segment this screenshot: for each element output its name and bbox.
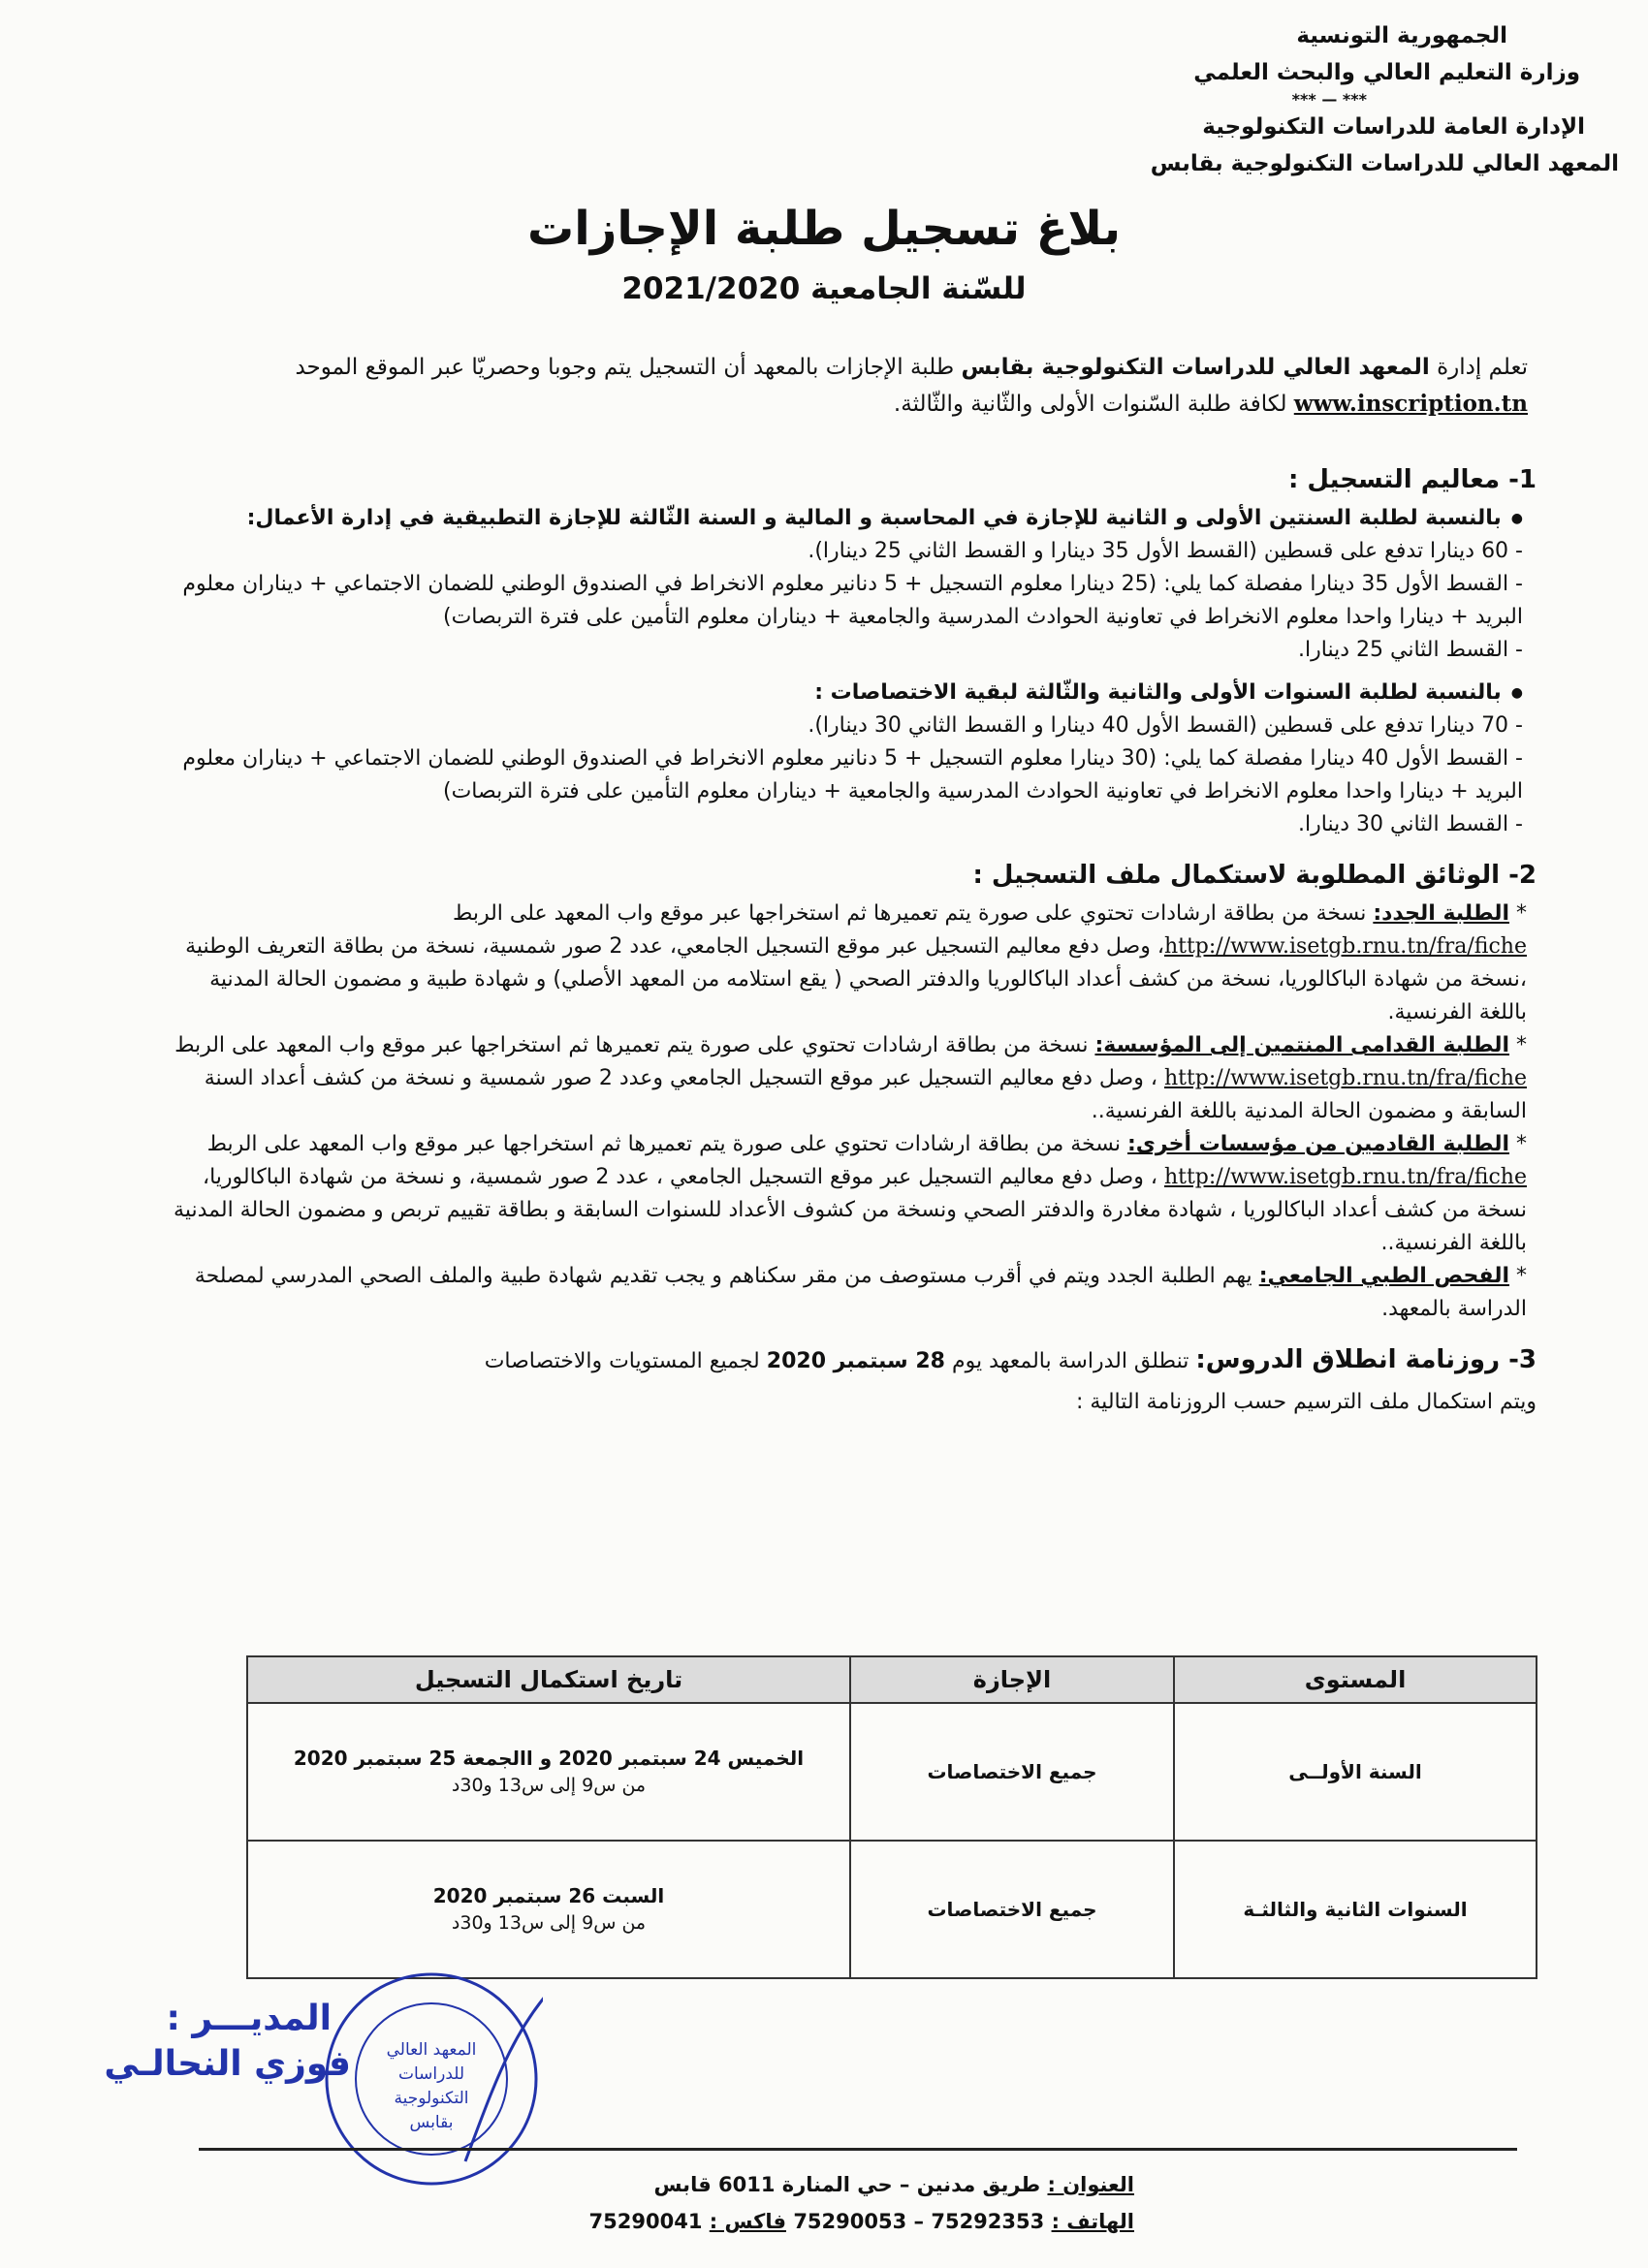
fees-group1-line2: - القسط الأول 35 دينارا مفصلة كما يلي: (25 دينارا معلوم التسجيل + 5 دنانير معلوم الانخراط في الصندوق الوطني للضمان الاجتماعي + ديناران معلوم البريد + دينارا واحدا معلوم الانخراط في تعاونية الحوادث المدرسية والجامعية + ديناران معلوم التأمين على فترة التربصات): [160, 568, 1537, 634]
new-students-label: الطلبة الجدد:: [1373, 901, 1509, 926]
phone-label: الهاتف :: [1051, 2210, 1134, 2233]
row2-hours: من س9 إلى س13 و30د: [451, 1912, 647, 1934]
stamp-line4: بقابس: [409, 2113, 454, 2132]
header-date: تاريخ استكمال التسجيل: [247, 1656, 850, 1703]
intro-institute-name: المعهد العالي للدراسات التكنولوجية بقابس: [961, 355, 1430, 380]
footer-contact: [436, 2166, 1134, 2240]
transfer-students-text-a: نسخة من بطاقة ارشادات تحتوي على صورة يتم تعميرها ثم استخراجها عبر موقع واب المعهد على الربط: [206, 1132, 1127, 1156]
returning-students-label: الطلبة القدامى المنتمين إلى المؤسسة:: [1094, 1033, 1509, 1057]
transfer-students-text-b: ، وصل دفع معاليم التسجيل عبر موقع التسجيل الجامعي ، عدد 2 صور شمسية، و نسخة من شهادة الباكالوريا، نسخة من كشف أعداد الباكالوريا ، شهادة مغادرة والدفتر الصحي ونسخة من كشوف الأعداد للسنوات السابقة و بطاقة تقييم تربص و مضمون الحالة المدنية باللغة الفرنسية..: [174, 1165, 1527, 1255]
header-level: المستوى: [1174, 1656, 1537, 1703]
returning-students-text-b: ، وصل دفع معاليم التسجيل عبر موقع التسجيل الجامعي وعدد 2 صور شمسية و نسخة من كشف أعداد السنة السابقة و مضمون الحالة المدنية باللغة الفرنسية..: [204, 1066, 1527, 1123]
director-name: فوزي النحالـي: [104, 2044, 351, 2084]
stamp-line1: المعهد العالي: [386, 2040, 477, 2060]
intro-text-a: تعلم إدارة: [1429, 355, 1528, 380]
section3-text-b: لجميع المستويات والاختصاصات: [484, 1349, 767, 1373]
address-value: طريق مدنين – حي المنارة 6011 قابس: [653, 2173, 1048, 2196]
address-label: العنوان :: [1047, 2173, 1134, 2196]
new-students-link[interactable]: http://www.isetgb.rnu.tn/fra/fiche: [1163, 934, 1527, 959]
row2-degree: جميع الاختصاصات: [850, 1841, 1174, 1978]
republic-line: الجمهورية التونسية: [1296, 23, 1507, 48]
document-subtitle: للسّنة الجامعية 2021/2020: [621, 271, 1027, 306]
header-degree: الإجازة: [850, 1656, 1174, 1703]
new-students-text-a: نسخة من بطاقة ارشادات تحتوي على صورة يتم تعميرها ثم استخراجها عبر موقع واب المعهد على الربط: [452, 901, 1374, 926]
table-row: [247, 1841, 1537, 1978]
docs-new-students: * الطلبة الجدد: نسخة من بطاقة ارشادات تحتوي على صورة يتم تعميرها ثم استخراجها عبر موقع واب المعهد على الربط http://www.isetgb.rnu.tn/fra/fiche، وصل دفع معاليم التسجيل عبر موقع التسجيل الجامعي، عدد 2 صور شمسية، نسخة من بطاقة التعريف الوطنية ،نسخة من شهادة الباكالوريا، نسخة من كشف أعداد الباكالوريا والدفتر الصحي ( يقع استلامه من المعهد الأصلي) و شهادة طبية و مضمون الحالة المدنية باللغة الفرنسية.: [185, 901, 1527, 1024]
fees-group1-bullet: ● بالنسبة لطلبة السنتين الأولى و الثانية للإجازة في المحاسبة و المالية و السنة الثّالثة للإجازة التطبيقية في إدارة الأعمال:: [160, 502, 1537, 535]
returning-students-link[interactable]: http://www.isetgb.rnu.tn/fra/fiche: [1163, 1066, 1527, 1090]
ministry-line: وزارة التعليم العالي والبحث العلمي: [1193, 60, 1580, 85]
main-body: [160, 463, 1537, 1419]
directorate-line: الإدارة العامة للدراسات التكنولوجية: [1202, 114, 1585, 140]
row1-date-cell: [247, 1703, 850, 1841]
institute-stamp: [320, 1968, 543, 2190]
row1-date: الخميس 24 سبتمبر 2020 و االجمعة 25 سبتمبر 2020: [293, 1747, 805, 1770]
row1-hours: من س9 إلى س13 و30د: [451, 1775, 647, 1796]
returning-students-text-a: نسخة من بطاقة ارشادات تحتوي على صورة يتم تعميرها ثم استخراجها عبر موقع واب المعهد على الربط: [174, 1033, 1095, 1057]
medical-exam-label: الفحص الطبي الجامعي:: [1258, 1264, 1509, 1288]
row1-level: السنة الأولــى: [1174, 1703, 1537, 1841]
row2-level: السنوات الثانية والثالثـة: [1174, 1841, 1537, 1978]
stamp-line2: للدراسات: [397, 2064, 465, 2084]
intro-paragraph: [180, 349, 1528, 423]
schedule-intro: ويتم استكمال ملف الترسيم حسب الروزنامة التالية :: [1075, 1390, 1537, 1414]
letterhead: [921, 17, 1619, 182]
medical-exam-text: يهم الطلبة الجدد ويتم في أقرب مستوصف من مقر سكناهم و يجب تقديم شهادة طبية والملف الصحي المدرسي لمصلحة الدراسة بالمعهد.: [194, 1264, 1527, 1321]
table-header-row: [247, 1656, 1537, 1703]
section3-line: [160, 1343, 1537, 1378]
intro-text-b: طلبة الإجازات بالمعهد أن التسجيل يتم وجوبا وحصريّا عبر الموقع الموحد: [295, 355, 962, 380]
section3-heading: 3- روزنامة انطلاق الدروس:: [1195, 1345, 1537, 1374]
inscription-link[interactable]: www.inscription.tn: [1293, 391, 1528, 417]
fax-label: فاكس :: [709, 2210, 786, 2233]
docs-medical-exam: * الفحص الطبي الجامعي: يهم الطلبة الجدد ويتم في أقرب مستوصف من مقر سكناهم و يجب تقديم شهادة طبية والملف الصحي المدرسي لمصلحة الدراسة بالمعهد.: [194, 1264, 1527, 1321]
fees-group1-line1: - 60 دينارا تدفع على قسطين (القسط الأول 35 دينارا و القسط الثاني 25 دينارا).: [160, 535, 1537, 568]
intro-text-c: لكافة طلبة السّنوات الأولى والثّانية والثّالثة.: [893, 392, 1294, 417]
fees-group2-line1: - 70 دينارا تدفع على قسطين (القسط الأول 40 دينارا و القسط الثاني 30 دينارا).: [160, 709, 1537, 742]
footer-address: [436, 2166, 1134, 2203]
fees-group2-line3: - القسط الثاني 30 دينارا.: [160, 808, 1537, 841]
docs-transfer-students: * الطلبة القادمين من مؤسسات أخرى: نسخة من بطاقة ارشادات تحتوي على صورة يتم تعميرها ثم استخراجها عبر موقع واب المعهد على الربط http://www.isetgb.rnu.tn/fra/fiche ، وصل دفع معاليم التسجيل عبر موقع التسجيل الجامعي ، عدد 2 صور شمسية، و نسخة من شهادة الباكالوريا، نسخة من كشف أعداد الباكالوريا ، شهادة مغادرة والدفتر الصحي ونسخة من كشوف الأعداد للسنوات السابقة و بطاقة تقييم تربص و مضمون الحالة المدنية باللغة الفرنسية..: [174, 1132, 1527, 1255]
docs-returning-students: * الطلبة القدامى المنتمين إلى المؤسسة: نسخة من بطاقة ارشادات تحتوي على صورة يتم تعميرها ثم استخراجها عبر موقع واب المعهد على الربط http://www.isetgb.rnu.tn/fra/fiche ، وصل دفع معاليم التسجيل عبر موقع التسجيل الجامعي وعدد 2 صور شمسية و نسخة من كشف أعداد السنة السابقة و مضمون الحالة المدنية باللغة الفرنسية..: [174, 1033, 1527, 1123]
start-date: 28 سبتمبر 2020: [766, 1349, 945, 1373]
transfer-students-link[interactable]: http://www.isetgb.rnu.tn/fra/fiche: [1163, 1165, 1527, 1189]
institute-line: المعهد العالي للدراسات التكنولوجية بقابس: [1150, 151, 1619, 176]
new-students-text-b: ، وصل دفع معاليم التسجيل عبر موقع التسجيل الجامعي، عدد 2 صور شمسية، نسخة من بطاقة التعريف الوطنية ،نسخة من شهادة الباكالوريا، نسخة من كشف أعداد الباكالوريا والدفتر الصحي ( يقع استلامه من المعهد الأصلي) و شهادة طبية و مضمون الحالة المدنية باللغة الفرنسية.: [185, 934, 1527, 1024]
footer-phone: [436, 2203, 1134, 2240]
row2-date: السبت 26 سبتمبر 2020: [432, 1884, 665, 1907]
fees-group2-bullet: ● بالنسبة لطلبة السنوات الأولى والثانية والثّالثة لبقية الاختصاصات :: [160, 677, 1537, 709]
transfer-students-label: الطلبة القادمين من مؤسسات أخرى:: [1126, 1132, 1509, 1156]
registration-schedule-table: [246, 1655, 1537, 1979]
phone-value: 75292353 – 75290053: [786, 2210, 1052, 2233]
director-title: المديـــر :: [166, 1999, 332, 2038]
footer-divider: [199, 2148, 1517, 2151]
fax-value: 75290041: [588, 2210, 710, 2233]
section3-text-a: تنطلق الدراسة بالمعهد يوم: [944, 1349, 1196, 1373]
row2-date-cell: [247, 1841, 850, 1978]
row1-degree: جميع الاختصاصات: [850, 1703, 1174, 1841]
fees-group1-line3: - القسط الثاني 25 دينارا.: [160, 634, 1537, 667]
document-title: بلاغ تسجيل طلبة الإجازات: [527, 202, 1121, 256]
stamp-line3: التكنولوجية: [394, 2089, 469, 2108]
section1-heading: 1- معاليم التسجيل :: [1287, 465, 1537, 494]
section2-heading: 2- الوثائق المطلوبة لاستكمال ملف التسجيل :: [972, 861, 1537, 890]
separator-line: *** — ***: [1291, 90, 1367, 109]
fees-group2-line2: - القسط الأول 40 دينارا مفصلة كما يلي: (30 دينارا معلوم التسجيل + 5 دنانير معلوم الانخراط في الصندوق الوطني للضمان الاجتماعي + ديناران معلوم البريد + دينارا واحدا معلوم الانخراط في تعاونية الحوادث المدرسية والجامعية + ديناران معلوم التأمين على فترة التربصات): [160, 742, 1537, 808]
table-row: [247, 1703, 1537, 1841]
